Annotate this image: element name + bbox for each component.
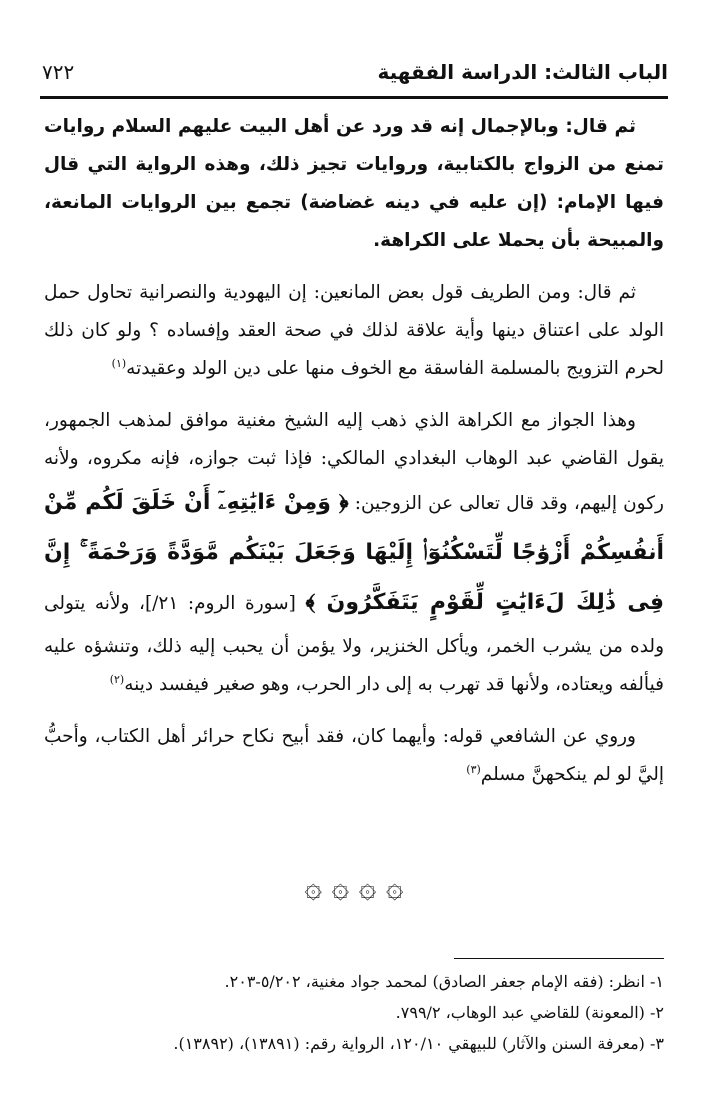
footnote-divider <box>454 958 664 959</box>
section-ornament-icons: ۞ ۞ ۞ ۞ <box>304 870 404 905</box>
paragraph-2-text: ثم قال: ومن الطريف قول بعض المانعين: إن اليهودية والنصرانية تحاول حمل الولد على اعتناق دينها وأية علاقة لذلك في صحة العقد وإفساده ؟ ولو كان ذلك لحرم التزويج بالمسلمة الفاسقة مع الخوف منها على دين الولد وعقيدته <box>44 282 664 379</box>
paragraph-3-text-after: [سورة الروم: ٢١/]، ولأنه يتولى ولده من يشرب الخمر، ويأكل الخنزير، ولا يؤمن أن يحبب إليه ذلك، وتنشؤه عليه فيألفه ويعتاده، ولأنها قد تهرب به إلى دار الحرب، وهو صغير فيفسد دينه <box>44 593 664 695</box>
footnote-1: ١- انظر: (فقه الإمام جعفر الصادق) لمحمد جواد مغنية، ٥/٢٠٢-٢٠٣. <box>224 972 664 991</box>
header-divider <box>40 96 668 99</box>
chapter-title: الباب الثالث: الدراسة الفقهية <box>377 60 668 84</box>
quran-verse: ﴿ وَمِنْ ءَايَٰتِهِۦٓ أَنْ خَلَقَ لَكُم مِّنْ أَنفُسِكُمْ أَزْوَٰجًا لِّتَسْكُنُوٓا۟ إِلَيْهَا وَجَعَلَ بَيْنَكُم مَّوَدَّةً وَرَحْمَةً ۚ إِنَّ فِى ذَٰلِكَ لَءَايَٰتٍ لِّقَوْمٍ يَتَفَكَّرُونَ ﴾ <box>44 490 664 615</box>
paragraph-1: ثم قال: وبالإجمال إنه قد ورد عن أهل البيت عليهم السلام روايات تمنع من الزواج بالكتابية، وروايات تجيز ذلك، وهذه الرواية التي قال فيها الإمام: (إن عليه في دينه غضاضة) تجمع بين الروايات المانعة، والمبيحة بأن يحملا على الكراهة. <box>44 116 664 251</box>
footnote-ref-2[interactable]: (٢) <box>109 672 125 686</box>
paragraph-4-text: وروي عن الشافعي قوله: وأيهما كان، فقد أبيح نكاح حرائر أهل الكتاب، وأحبُّ إليَّ لو لم ينكحهنَّ مسلم <box>44 726 664 785</box>
footnotes <box>44 966 664 1059</box>
paragraph-3-text-before: وهذا الجواز مع الكراهة الذي ذهب إليه الشيخ مغنية موافق لمذهب الجمهور، يقول القاضي عبد الوهاب البغدادي المالكي: فإذا ثبت جوازه، فإنه مكروه، ولأنه ركون إليهم، وقد قال تعالى عن الزوجين: <box>44 410 664 514</box>
page-body <box>44 108 664 808</box>
footnote-2: ٢- (المعونة) للقاضي عبد الوهاب، ٧٩٩/٢. <box>395 1003 664 1022</box>
paragraph-3 <box>44 402 664 704</box>
footnote-ref-1[interactable]: (١) <box>111 356 127 370</box>
page-number: ٧٢٢ <box>42 60 75 84</box>
footnote-3: ٣- (معرفة السنن والآثار) للبيهقي ١٢٠/١٠، الرواية رقم: (١٣٨٩١)، (١٣٨٩٢). <box>173 1034 664 1053</box>
paragraph-2 <box>44 274 664 388</box>
running-header <box>40 58 668 92</box>
paragraph-4 <box>44 718 664 794</box>
footnote-ref-3[interactable]: (٣) <box>466 762 481 776</box>
